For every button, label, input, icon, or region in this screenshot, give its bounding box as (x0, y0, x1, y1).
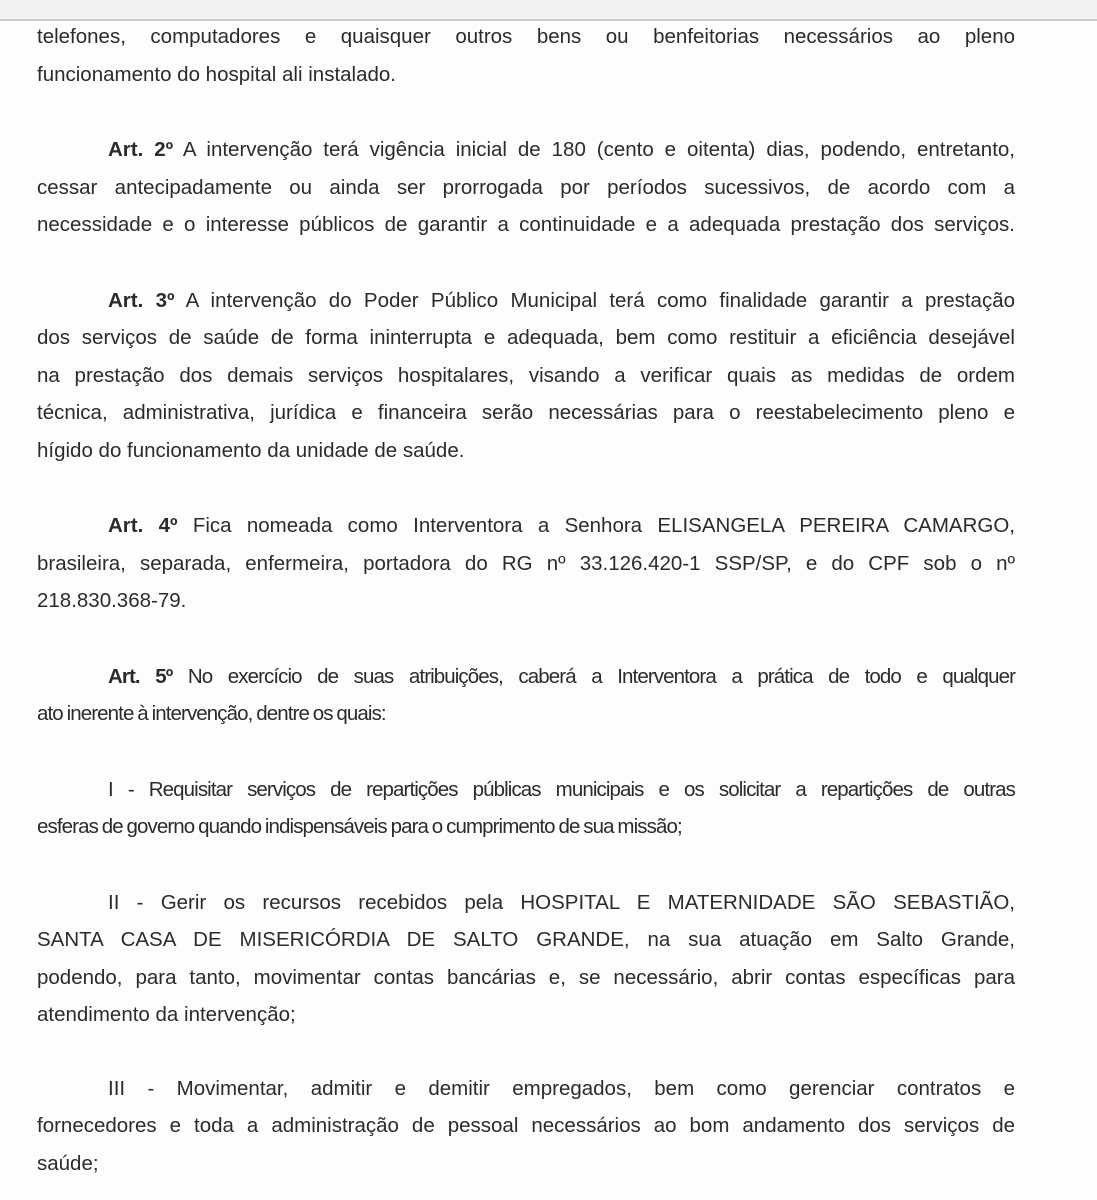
item-3-line-3: saúde; (37, 1151, 99, 1175)
item-2-line-2: SANTA CASA DE MISERICÓRDIA DE SALTO GRANDE, na sua atuação em Salto Grande, (37, 928, 1015, 951)
item-3 (37, 1070, 1015, 1183)
item-1-line-2: esferas de governo quando indispensáveis para o cumprimento de sua missão; (37, 815, 682, 838)
article-4-line-1: Fica nomeada como Interventora a Senhora ELISANGELA PEREIRA CAMARGO, (177, 514, 1015, 537)
document-page (37, 18, 1015, 1182)
intro-line-2: funcionamento do hospital ali instalado. (37, 62, 396, 86)
article-3-label: Art. 3º (108, 288, 175, 312)
article-3 (37, 282, 1015, 470)
item-3-line-1: III - Movimentar, admitir e demitir empregados, bem como gerenciar contratos e (108, 1076, 1015, 1100)
article-4-line-3: 218.830.368-79. (37, 589, 187, 612)
item-2 (37, 884, 1015, 1034)
article-5-line-1: No exercício de suas atribuições, caberá a Interventora a prática de todo e qualquer (172, 664, 1015, 688)
item-2-line-1: II - Gerir os recursos recebidos pela HOSPITAL E MATERNIDADE SÃO SEBASTIÃO, (108, 890, 1015, 914)
article-2 (37, 131, 1015, 244)
article-4-line-2: brasileira, separada, enfermeira, portadora do RG nº 33.126.420-1 SSP/SP, e do CPF sob o nº (37, 551, 1015, 575)
intro-line-1: telefones, computadores e quaisquer outros bens ou benfeitorias necessários ao pleno (37, 25, 1015, 48)
article-4-label: Art. 4º (108, 514, 178, 537)
intro-paragraph (37, 18, 1015, 93)
item-1-line-1: I - Requisitar serviços de repartições públicas municipais e os solicitar a repartições de outras (108, 777, 1015, 801)
article-3-line-2: dos serviços de saúde de forma ininterrupta e adequada, bem como restituir a eficiência desejável (37, 326, 1015, 349)
article-2-line-2: cessar antecipadamente ou ainda ser prorrogada por períodos sucessivos, de acordo com a (37, 175, 1015, 199)
article-5-label: Art. 5º (108, 664, 173, 688)
article-5 (37, 658, 1015, 733)
item-2-line-3: podendo, para tanto, movimentar contas bancárias e, se necessário, abrir contas específicas para (37, 965, 1015, 989)
article-2-line-3: necessidade e o interesse públicos de garantir a continuidade e a adequada prestação dos serviços. (37, 213, 1015, 236)
article-2-line-1: A intervenção terá vigência inicial de 180 (cento e oitenta) dias, podendo, entretanto, (173, 138, 1015, 161)
item-2-line-4: atendimento da intervenção; (37, 1003, 296, 1026)
article-5-line-2: ato inerente à intervenção, dentre os quais: (37, 702, 386, 725)
article-3-line-5: hígido do funcionamento da unidade de saúde. (37, 438, 465, 462)
item-1 (37, 771, 1015, 846)
article-3-line-3: na prestação dos demais serviços hospitalares, visando a verificar quais as medidas de ordem (37, 363, 1015, 387)
article-2-label: Art. 2º (108, 138, 174, 161)
article-3-line-4: técnica, administrativa, jurídica e financeira serão necessárias para o reestabelecimento pleno e (37, 401, 1015, 424)
article-4 (37, 507, 1015, 620)
article-3-line-1: A intervenção do Poder Público Municipal terá como finalidade garantir a prestação (174, 288, 1016, 312)
item-3-line-2: fornecedores e toda a administração de pessoal necessários ao bom andamento dos serviços de (37, 1114, 1015, 1137)
